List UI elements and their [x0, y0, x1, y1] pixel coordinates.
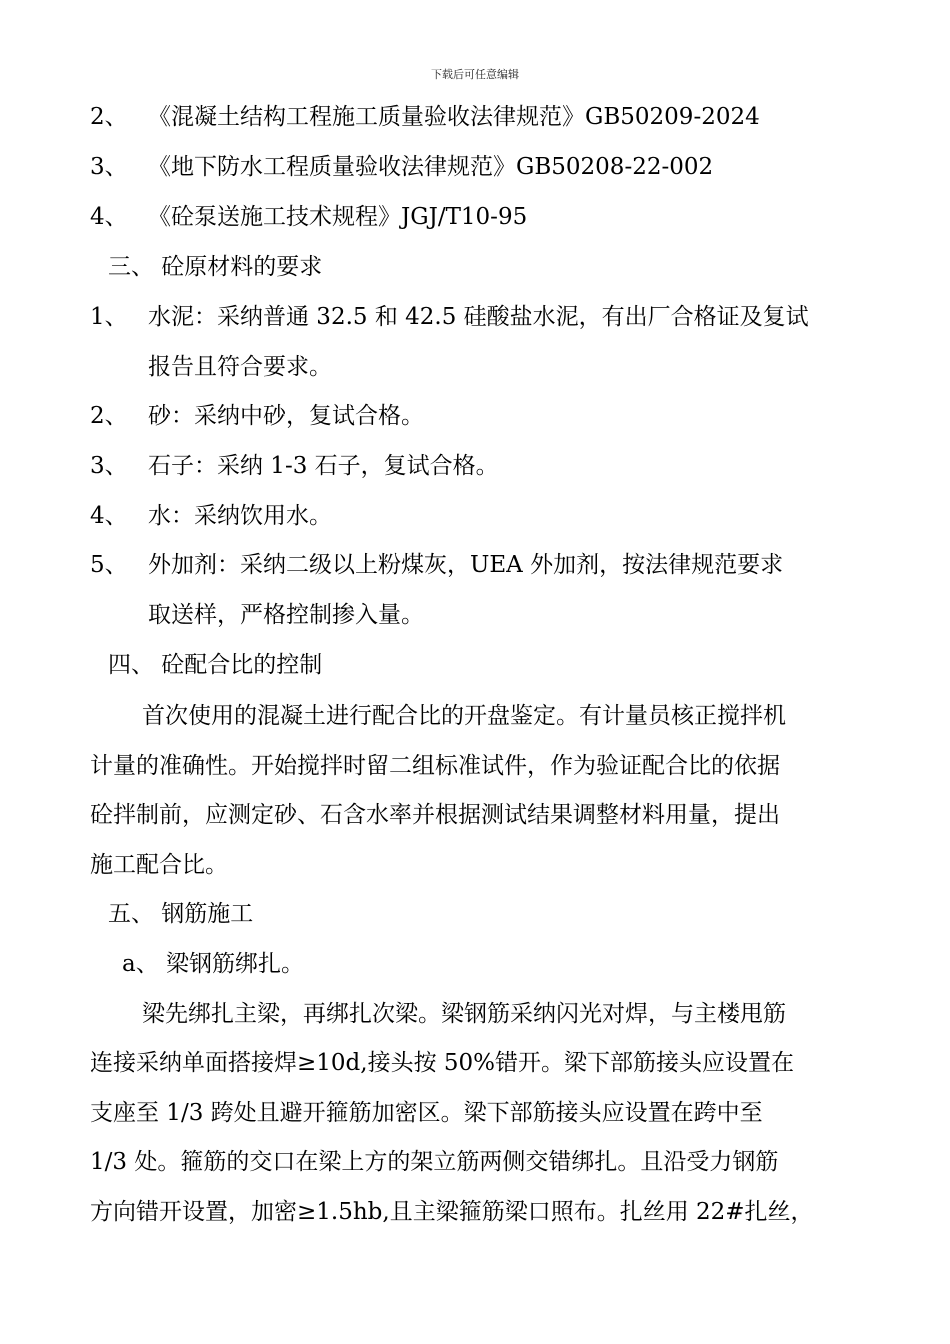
paragraph-line	[0, 795, 950, 835]
subsection-title: a、 梁钢筋绑扎。	[122, 951, 305, 977]
section-heading	[0, 247, 950, 287]
paragraph-text: 1/3 处。箍筋的交口在梁上方的架立筋两侧交错绑扎。且沿受力钢筋	[90, 1149, 779, 1175]
section-title: 五、 钢筋施工	[108, 901, 254, 927]
page-header-note: 下载后可任意编辑	[431, 68, 519, 81]
section-title: 三、 砼原材料的要求	[108, 254, 323, 280]
list-text: 外加剂：采纳二级以上粉煤灰，UEA 外加剂，按法律规范要求	[148, 552, 784, 578]
list-number: 2、	[90, 104, 128, 130]
list-text: 《砼泵送施工技术规程》JGJ/T10-95	[148, 204, 528, 230]
paragraph-text: 首次使用的混凝土进行配合比的开盘鉴定。有计量员核正搅拌机	[142, 703, 786, 729]
section-heading	[0, 645, 950, 685]
list-number: 3、	[90, 453, 128, 479]
list-number: 3、	[90, 154, 128, 180]
list-text: 《地下防水工程质量验收法律规范》GB50208-22-002	[148, 154, 714, 180]
subsection-heading	[0, 944, 950, 984]
section-heading	[0, 894, 950, 934]
section-title: 四、 砼配合比的控制	[108, 652, 323, 678]
paragraph-line	[0, 994, 950, 1034]
paragraph-line	[0, 1192, 950, 1232]
paragraph-line	[0, 1142, 950, 1182]
list-number: 2、	[90, 403, 128, 429]
list-item	[0, 396, 950, 436]
list-text: 报告且符合要求。	[148, 354, 332, 380]
list-text: 取送样，严格控制掺入量。	[148, 602, 424, 628]
list-item	[0, 97, 950, 137]
list-item	[0, 446, 950, 486]
paragraph-line	[0, 746, 950, 786]
list-item	[0, 496, 950, 536]
paragraph-text: 连接采纳单面搭接焊≥10d,接头按 50%错开。梁下部筋接头应设置在	[90, 1050, 795, 1076]
paragraph-line	[0, 696, 950, 736]
list-item	[0, 147, 950, 187]
list-item-continuation	[0, 347, 950, 387]
paragraph-line	[0, 845, 950, 885]
paragraph-line	[0, 1043, 950, 1083]
paragraph-text: 砼拌制前，应测定砂、石含水率并根据测试结果调整材料用量，提出	[90, 802, 780, 828]
list-text: 砂：采纳中砂，复试合格。	[148, 403, 424, 429]
list-number: 5、	[90, 552, 128, 578]
list-text: 水泥：采纳普通 32.5 和 42.5 硅酸盐水泥，有出厂合格证及复试	[148, 304, 809, 330]
list-number: 1、	[90, 304, 128, 330]
list-number: 4、	[90, 503, 128, 529]
list-item-continuation	[0, 595, 950, 635]
paragraph-text: 支座至 1/3 跨处且避开箍筋加密区。梁下部筋接头应设置在跨中至	[90, 1100, 763, 1126]
list-number: 4、	[90, 204, 128, 230]
list-text: 《混凝土结构工程施工质量验收法律规范》GB50209-2024	[148, 104, 760, 130]
list-text: 水：采纳饮用水。	[148, 503, 332, 529]
list-item	[0, 545, 950, 585]
paragraph-text: 施工配合比。	[90, 852, 228, 878]
paragraph-text: 方向错开设置，加密≥1.5hb,且主梁箍筋梁口照布。扎丝用 22#扎丝，	[90, 1199, 814, 1225]
list-item	[0, 297, 950, 337]
list-item	[0, 197, 950, 237]
paragraph-text: 计量的准确性。开始搅拌时留二组标准试件，作为验证配合比的依据	[90, 753, 780, 779]
paragraph-text: 梁先绑扎主梁，再绑扎次梁。梁钢筋采纳闪光对焊，与主楼甩筋	[142, 1001, 786, 1027]
paragraph-line	[0, 1093, 950, 1133]
list-text: 石子：采纳 1-3 石子，复试合格。	[148, 453, 499, 479]
